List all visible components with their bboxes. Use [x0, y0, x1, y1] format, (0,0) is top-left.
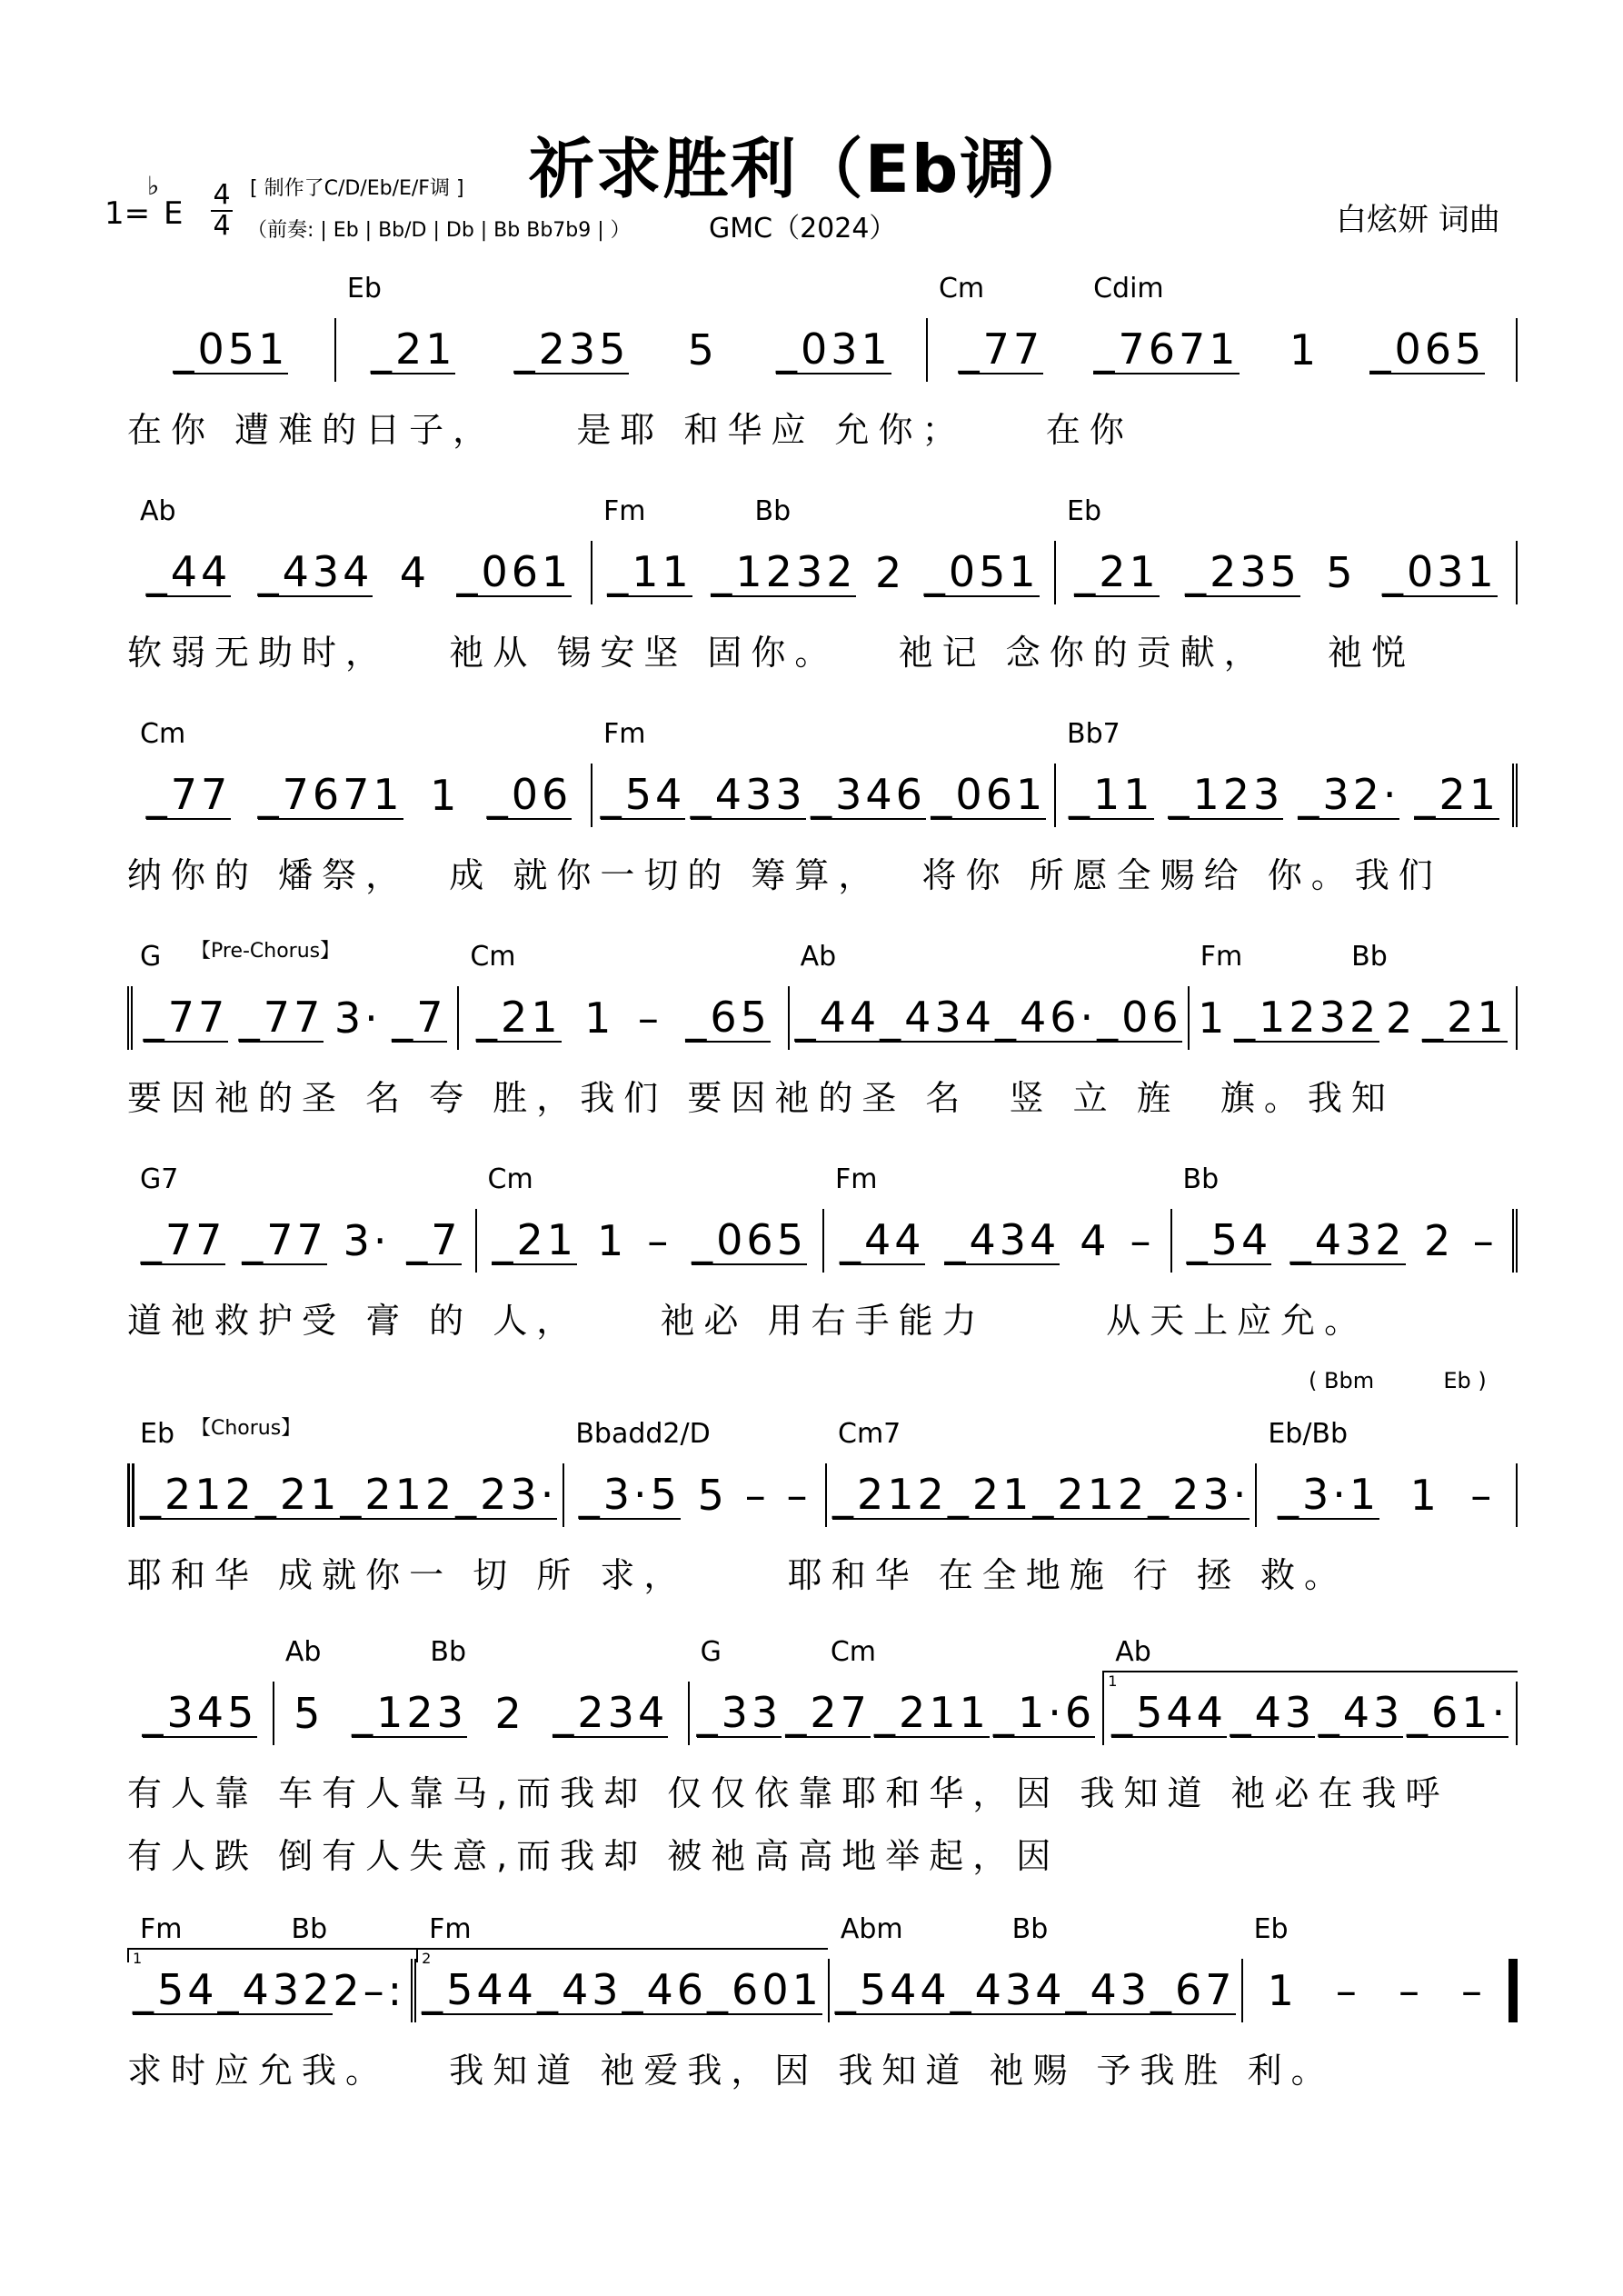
chord-row: [1241, 1913, 1518, 1959]
chord-symbol: Bb: [1351, 941, 1388, 973]
note-token: _43: [1065, 1965, 1151, 2014]
measure: [926, 273, 1518, 382]
note-token: _11: [1068, 770, 1154, 819]
chord-row: [1255, 1418, 1518, 1463]
note-group: [1188, 986, 1518, 1050]
note-token: _123: [352, 1688, 467, 1737]
note-token: _432: [217, 1965, 334, 2014]
note-token: –: [1460, 1966, 1486, 2015]
note-token: _21: [476, 993, 562, 1042]
score-system: [127, 1163, 1518, 1343]
chord-row: [127, 941, 457, 986]
note-token: _065: [1369, 324, 1486, 374]
note-token: _44: [839, 1215, 925, 1264]
note-token: –: [1470, 1471, 1496, 1520]
measure: [457, 941, 787, 1050]
note-token: 4: [399, 548, 431, 597]
note-group: [1102, 1682, 1518, 1745]
chord-symbol: Bb: [291, 1913, 328, 1945]
note-token: _7: [406, 1215, 462, 1264]
chord-row: [1188, 941, 1518, 986]
note-token: _43: [536, 1965, 622, 2014]
lyrics-line: 软弱无助时， 祂从 锡安坚 固你。 祂记 念你的贡献， 祂悦: [127, 633, 1415, 673]
note-token: _434: [950, 1965, 1066, 2014]
chord-row: [825, 1418, 1255, 1463]
measure: [828, 1913, 1241, 2022]
note-group: [1241, 1959, 1518, 2022]
chord-symbol: Bbadd2/D: [575, 1418, 711, 1450]
flat-sign-icon: ♭: [147, 171, 160, 201]
measures-row: [127, 941, 1518, 1050]
key-name: E: [164, 195, 184, 232]
lyrics-line: 有人跌 倒有人失意,而我却 被祂高高地举起，因: [127, 1836, 1060, 1876]
note-token: _061: [456, 547, 573, 596]
score-system: [127, 1636, 1518, 1878]
score-system: [127, 1418, 1518, 1597]
note-token: _11: [607, 547, 692, 596]
score-system: [127, 273, 1518, 452]
chord-row: [563, 1418, 825, 1463]
measure: [788, 941, 1188, 1050]
measure: [1170, 1163, 1518, 1273]
note-token: _44: [145, 547, 232, 596]
time-signature: [211, 179, 233, 242]
note-group: [828, 1959, 1241, 2022]
chord-symbol: Bb: [1011, 1913, 1049, 1945]
measure: [416, 1913, 828, 2022]
chord-symbol: Cm7: [838, 1418, 901, 1450]
measure: [1188, 941, 1518, 1050]
note-token: _21: [1074, 547, 1160, 596]
measure: [127, 1163, 475, 1273]
note-token: _434: [257, 547, 373, 596]
chord-row: [127, 1636, 273, 1682]
note-token: –: [1335, 1966, 1360, 2015]
chord-symbol: Eb: [140, 1418, 174, 1450]
note-token: _77: [145, 770, 232, 819]
measure: [1255, 1418, 1518, 1527]
score-system: [127, 718, 1518, 897]
chord-row: [591, 495, 1054, 541]
note-token: 1: [584, 993, 615, 1043]
note-token: _46·: [994, 993, 1098, 1042]
chord-symbol: Cm: [487, 1163, 533, 1195]
chord-symbol: Fm: [603, 495, 646, 527]
note-token: _21: [947, 1470, 1033, 1519]
note-token: _43: [1230, 1688, 1316, 1737]
chord-symbol: Ab: [140, 495, 176, 527]
note-token: _031: [776, 324, 891, 374]
note-token: _23·: [1148, 1470, 1250, 1519]
note-token: _211: [874, 1688, 990, 1737]
note-token: 5: [697, 1471, 728, 1520]
chord-symbol: Eb: [1067, 495, 1101, 527]
note-token: 5: [1326, 548, 1357, 597]
note-group: [822, 1209, 1170, 1273]
chord-symbol: G: [140, 941, 162, 973]
chord-row: [788, 941, 1188, 986]
note-token: _1232: [1234, 993, 1380, 1042]
note-token: –: [786, 1471, 812, 1520]
note-token: _7: [392, 993, 447, 1042]
chord-row: [127, 1163, 475, 1209]
note-token: _212: [1032, 1470, 1149, 1519]
measures-row: [127, 1418, 1518, 1527]
note-group: [127, 1959, 416, 2022]
note-token: _27: [785, 1688, 871, 1737]
section-label: 【Pre-Chorus】: [191, 940, 341, 963]
chord-row: [1054, 495, 1518, 541]
note-token: _3·5: [578, 1470, 681, 1519]
note-token: _7671: [257, 770, 403, 819]
note-token: _544: [422, 1965, 537, 2014]
chord-symbol: Eb/Bb: [1268, 1418, 1349, 1450]
measure: [475, 1163, 823, 1273]
chord-symbol: Bb: [754, 495, 792, 527]
note-token: _061: [931, 770, 1047, 819]
chord-row: [1054, 718, 1518, 764]
note-group: [591, 764, 1054, 827]
key-prefix: 1=: [105, 195, 151, 232]
note-group: [273, 1682, 688, 1745]
lyrics-line: 道祂救护受 膏 的 人， 祂必 用右手能力 从天上应允。: [127, 1301, 1369, 1341]
chord-row: [127, 1418, 563, 1463]
note-group: [127, 318, 334, 382]
note-token: _7671: [1093, 324, 1240, 374]
note-group: [591, 541, 1054, 604]
chord-symbol: Cm: [140, 718, 186, 750]
chord-symbol: Ab: [800, 941, 837, 973]
note-token: _43: [1318, 1688, 1404, 1737]
chord-symbol: G7: [140, 1163, 179, 1195]
note-group: [788, 986, 1188, 1050]
chord-symbol: G: [700, 1636, 722, 1668]
note-token: _21: [1414, 770, 1499, 819]
note-token: _77: [958, 324, 1044, 374]
measure: [127, 1418, 563, 1527]
keys-made-note: [ 制作了C/D/Eb/E/F调 ]: [250, 177, 464, 200]
lyrics-line: 耶和华 成就你一 切 所 求， 耶和华 在全地施 行 拯 救。: [127, 1555, 1349, 1595]
chord-row: [926, 273, 1518, 318]
note-token: –: [637, 993, 662, 1043]
note-token: _031: [1381, 547, 1498, 596]
chord-symbol: Cm: [938, 273, 985, 304]
note-token: _051: [173, 324, 289, 374]
volta-bracket: 1: [127, 1948, 416, 1962]
note-group: [1170, 1209, 1518, 1273]
note-token: _44: [794, 993, 881, 1042]
chord-symbol: Eb: [1253, 1913, 1289, 1945]
note-token: _212: [140, 1470, 255, 1519]
note-group: [1054, 541, 1518, 604]
note-token: _235: [513, 324, 630, 374]
note-token: 1: [430, 771, 461, 820]
chord-row: [688, 1636, 1103, 1682]
credits: 白炫妍 词曲: [1336, 202, 1500, 238]
note-group: [127, 1682, 273, 1745]
prelude-chords: （前奏: | Eb | Bb/D | Db | Bb Bb7b9 | ）: [247, 219, 631, 242]
measures-row: [127, 495, 1518, 604]
note-token: _234: [553, 1688, 669, 1737]
note-group: [127, 1209, 475, 1273]
measure: [822, 1163, 1170, 1273]
note-token: _1·6: [993, 1688, 1096, 1737]
note-token: 1: [1409, 1471, 1440, 1520]
note-token: –: [1398, 1966, 1423, 2015]
measure: [688, 1636, 1103, 1745]
chord-row: [591, 718, 1054, 764]
note-token: _051: [923, 547, 1040, 596]
note-token: 2: [1386, 993, 1417, 1043]
chord-symbol: Fm: [140, 1913, 183, 1945]
note-token: _601: [707, 1965, 822, 2014]
measures-row: [127, 1163, 1518, 1273]
note-token: _434: [880, 993, 995, 1042]
note-group: [334, 318, 926, 382]
note-token: _123: [1168, 770, 1284, 819]
note-group: [475, 1209, 823, 1273]
note-token: _21: [254, 1470, 341, 1519]
measure: [563, 1418, 825, 1527]
note-token: –: [1130, 1216, 1155, 1265]
note-token: _54: [133, 1965, 218, 2014]
note-token: _346: [811, 770, 926, 819]
measure: [1102, 1636, 1518, 1745]
note-group: [825, 1463, 1255, 1527]
note-token: _67: [1150, 1965, 1236, 2014]
note-token: _23·: [455, 1470, 558, 1519]
note-token: 2: [333, 1966, 363, 2015]
volta-bracket: 2: [416, 1948, 828, 1962]
measures-row: [127, 273, 1518, 382]
note-token: 4: [1080, 1216, 1110, 1265]
chord-row: [822, 1163, 1170, 1209]
section-label: 【Chorus】: [191, 1417, 302, 1440]
note-group: [416, 1959, 828, 2022]
chord-row: [127, 273, 334, 318]
measure: [127, 941, 457, 1050]
note-token: _065: [692, 1215, 807, 1264]
note-token: 1: [596, 1216, 628, 1265]
note-group: [688, 1682, 1103, 1745]
chord-symbol: Cm: [470, 941, 516, 973]
note-token: –: [1472, 1216, 1498, 1265]
note-token: 3·: [343, 1216, 391, 1265]
measure: [127, 1913, 416, 2022]
note-group: [127, 1463, 563, 1527]
note-token: _77: [238, 993, 324, 1042]
note-token: 2: [494, 1689, 525, 1738]
measure: [1054, 495, 1518, 604]
note-token: _433: [690, 770, 806, 819]
chord-symbol: Eb: [346, 273, 382, 304]
note-token: _21: [492, 1215, 578, 1264]
lyrics-line: 在你 遭难的日子， 是耶 和华应 允你； 在你: [127, 410, 1133, 450]
note-token: _432: [1289, 1215, 1406, 1264]
lyrics-line: 求时应允我。 我知道 祂爱我，因 我知道 祂赐 予我胜 利。: [127, 2051, 1335, 2091]
note-token: _65: [685, 993, 771, 1042]
chord-symbol: Fm: [429, 1913, 472, 1945]
measure: [127, 495, 591, 604]
note-group: [127, 541, 591, 604]
note-token: _21: [1422, 993, 1508, 1042]
note-token: _1232: [711, 547, 857, 596]
note-token: _06: [1097, 993, 1182, 1042]
chord-row: [127, 495, 591, 541]
note-group: [127, 764, 591, 827]
note-token: 3·: [334, 993, 382, 1043]
note-token: –: [744, 1471, 770, 1520]
note-token: _21: [370, 324, 456, 374]
time-bottom: 4: [213, 210, 231, 242]
note-token: _434: [944, 1215, 1060, 1264]
note-token: 5: [687, 325, 718, 374]
note-group: [926, 318, 1518, 382]
measure: [127, 1636, 273, 1745]
chord-symbol: Fm: [603, 718, 646, 750]
chord-symbol: Bb: [430, 1636, 467, 1668]
measure: [273, 1636, 688, 1745]
chord-symbol: Ab: [1115, 1636, 1151, 1668]
note-token: 2: [875, 548, 906, 597]
chord-row: [334, 273, 926, 318]
chord-symbol: Bb7: [1067, 718, 1120, 750]
note-token: 1: [1289, 325, 1320, 374]
note-token: _61·: [1406, 1688, 1509, 1737]
measure: [1054, 718, 1518, 827]
chord-symbol: Cdim: [1093, 273, 1164, 304]
chord-symbol: Fm: [1200, 941, 1243, 973]
note-token: _3·1: [1278, 1470, 1380, 1519]
note-group: [1255, 1463, 1518, 1527]
measures-row: [127, 1636, 1518, 1745]
note-token: 2: [1423, 1216, 1455, 1265]
chord-row: [1170, 1163, 1518, 1209]
note-token: –:: [363, 1966, 406, 2015]
note-token: _235: [1185, 547, 1300, 596]
note-token: –: [647, 1216, 672, 1265]
note-token: _46: [622, 1965, 708, 2014]
song-title: 祈求胜利（Eb调）: [528, 131, 1095, 207]
note-token: _06: [486, 770, 573, 819]
chord-row: [457, 941, 787, 986]
publisher-year: GMC（2024）: [709, 213, 897, 245]
score-system: [127, 495, 1518, 674]
volta-bracket: 1: [1102, 1671, 1518, 1685]
chord-symbol: Cm: [830, 1636, 876, 1668]
note-token: _32·: [1298, 770, 1400, 819]
note-token: _77: [242, 1215, 327, 1264]
chord-symbol: Ab: [284, 1636, 322, 1668]
note-token: _33: [696, 1688, 782, 1737]
note-token: _544: [1111, 1688, 1227, 1737]
note-group: [457, 986, 787, 1050]
time-top: 4: [213, 179, 231, 211]
measure: [591, 495, 1054, 604]
measures-row: [127, 1913, 1518, 2022]
note-token: _544: [834, 1965, 951, 2014]
measures-row: [127, 718, 1518, 827]
lyrics-line: 纳你的 燔祭， 成 就你一切的 筹算， 将你 所愿全赐给 你。我们: [127, 855, 1442, 895]
note-token: _54: [1186, 1215, 1272, 1264]
note-token: 1: [1198, 993, 1229, 1043]
note-token: _212: [340, 1470, 456, 1519]
chord-row: [475, 1163, 823, 1209]
note-token: _212: [832, 1470, 948, 1519]
measure: [1241, 1913, 1518, 2022]
alternate-chords: ( Bbm Eb ): [1309, 1368, 1487, 1393]
note-token: _77: [140, 1215, 226, 1264]
chord-row: [273, 1636, 688, 1682]
measure: [127, 273, 334, 382]
note-group: [563, 1463, 825, 1527]
note-token: _345: [142, 1688, 258, 1737]
note-group: [1054, 764, 1518, 827]
note-group: [127, 986, 457, 1050]
measure: [334, 273, 926, 382]
chord-symbol: Abm: [840, 1913, 903, 1945]
lyrics-line: 有人靠 车有人靠马,而我却 仅仅依靠耶和华，因 我知道 祂必在我呼: [127, 1773, 1449, 1813]
measure: [591, 718, 1054, 827]
chord-row: [828, 1913, 1241, 1959]
note-token: 1: [1267, 1966, 1298, 2015]
note-token: 5: [294, 1689, 324, 1738]
chord-symbol: Bb: [1182, 1163, 1220, 1195]
chord-symbol: Fm: [835, 1163, 878, 1195]
note-token: _77: [143, 993, 229, 1042]
measure: [127, 718, 591, 827]
note-token: _54: [600, 770, 686, 819]
score-system: [127, 941, 1518, 1120]
score-system: [127, 1913, 1518, 2092]
measure: [825, 1418, 1255, 1527]
lyrics-line: 要因祂的圣 名 夸 胜，我们 要因祂的圣 名 竖 立 旌 旗。我知: [127, 1078, 1395, 1118]
chord-row: [127, 718, 591, 764]
